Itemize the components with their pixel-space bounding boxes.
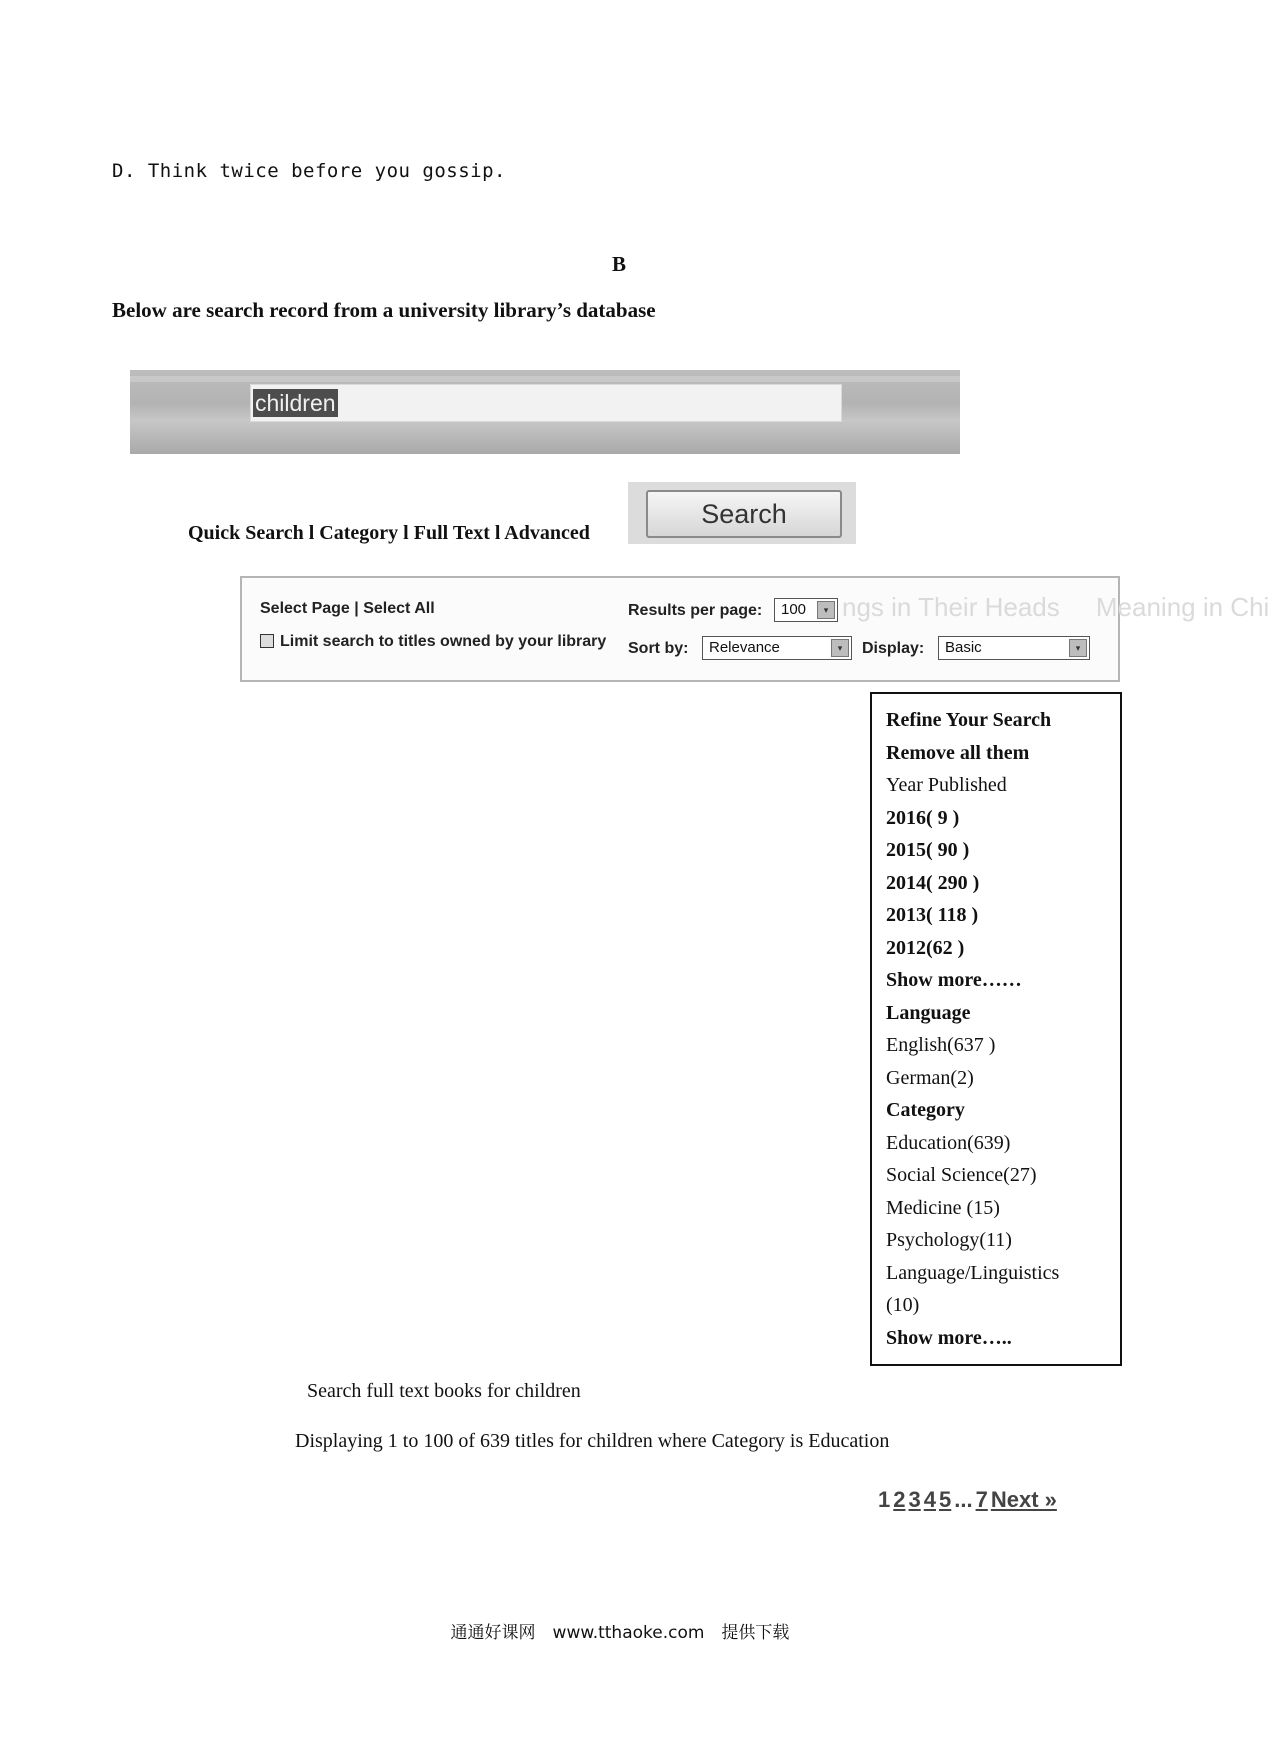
refine-item[interactable]: 2016( 9 ) — [886, 806, 960, 829]
limit-search-label: Limit search to titles owned by your library — [280, 633, 607, 650]
search-bar — [130, 370, 960, 454]
page-link[interactable]: 2 — [893, 1487, 906, 1512]
limit-search-checkbox[interactable] — [260, 634, 274, 648]
display-select[interactable]: Basic ▾ — [938, 636, 1090, 660]
display-label: Display: — [862, 640, 925, 657]
option-d: D. Think twice before you gossip. — [112, 160, 506, 182]
next-page-link[interactable]: Next » — [990, 1487, 1057, 1512]
search-options-panel — [240, 576, 1269, 682]
dropdown-arrow-icon: ▾ — [831, 639, 849, 657]
select-page-links[interactable]: Select Page | Select All — [260, 600, 435, 617]
refine-item[interactable]: Show more….. — [886, 1326, 1012, 1349]
dropdown-arrow-icon: ▾ — [817, 601, 835, 619]
footer-text: 通通好课网 www.tthaoke.com 提供下载 — [450, 1623, 790, 1643]
refine-item[interactable]: 2014( 290 ) — [886, 871, 980, 894]
search-button[interactable]: Search — [646, 490, 842, 538]
refine-list — [886, 704, 1059, 1354]
page-link[interactable]: 4 — [923, 1487, 936, 1512]
refine-item[interactable]: Remove all them — [886, 741, 1030, 764]
refine-item[interactable]: Show more…… — [886, 969, 1022, 991]
refine-item[interactable]: 2013( 118 ) — [886, 904, 979, 926]
search-query: children — [255, 390, 336, 416]
page-link[interactable]: 7 — [975, 1487, 988, 1512]
refine-item[interactable]: Social Science(27) — [886, 1164, 1037, 1186]
refine-item[interactable]: Medicine (15) — [886, 1196, 1000, 1219]
refine-item[interactable]: (10) — [886, 1294, 920, 1316]
refine-item[interactable]: Psychology(11) — [886, 1229, 1012, 1251]
search-bar-decoration — [130, 376, 960, 382]
refine-item[interactable]: 2012(62 ) — [886, 936, 965, 959]
refine-item: Language — [886, 1001, 971, 1024]
refine-item: Refine Your Search — [886, 709, 1052, 731]
refine-item[interactable]: Language/Linguistics — [886, 1261, 1060, 1284]
results-per-page-label: Results per page: — [628, 602, 763, 619]
pagination — [878, 1487, 1060, 1513]
page-link[interactable]: 5 — [939, 1487, 952, 1512]
intro-text: Below are search record from a university library’s database — [112, 298, 656, 322]
results-summary: Displaying 1 to 100 of 639 titles for children where Category is Education — [295, 1430, 890, 1452]
search-tabs[interactable]: Quick Search l Category l Full Text l Advanced — [188, 522, 590, 544]
page-link: 1 — [878, 1487, 891, 1512]
section-label: B — [612, 252, 627, 276]
search-input[interactable] — [250, 384, 842, 422]
refine-item: Year Published — [886, 774, 1007, 796]
page-link[interactable]: 3 — [908, 1487, 921, 1512]
results-per-page-select[interactable]: 100 ▾ — [774, 598, 838, 622]
refine-item[interactable]: Education(639) — [886, 1131, 1011, 1154]
sort-by-select[interactable]: Relevance ▾ — [702, 636, 852, 660]
refine-search-panel — [870, 692, 1122, 1366]
sort-by-label: Sort by: — [628, 640, 689, 657]
background-ghost-text: ngs in Their Heads Meaning in Chi — [842, 592, 1269, 622]
dropdown-arrow-icon: ▾ — [1069, 639, 1087, 657]
refine-item: Category — [886, 1099, 965, 1121]
refine-item[interactable]: German(2) — [886, 1066, 974, 1089]
refine-item[interactable]: 2015( 90 ) — [886, 839, 970, 861]
pagination-ellipsis: ... — [954, 1487, 973, 1512]
full-text-search-line: Search full text books for children — [307, 1380, 581, 1402]
refine-item[interactable]: English(637 ) — [886, 1034, 996, 1056]
search-button-area — [628, 482, 856, 544]
